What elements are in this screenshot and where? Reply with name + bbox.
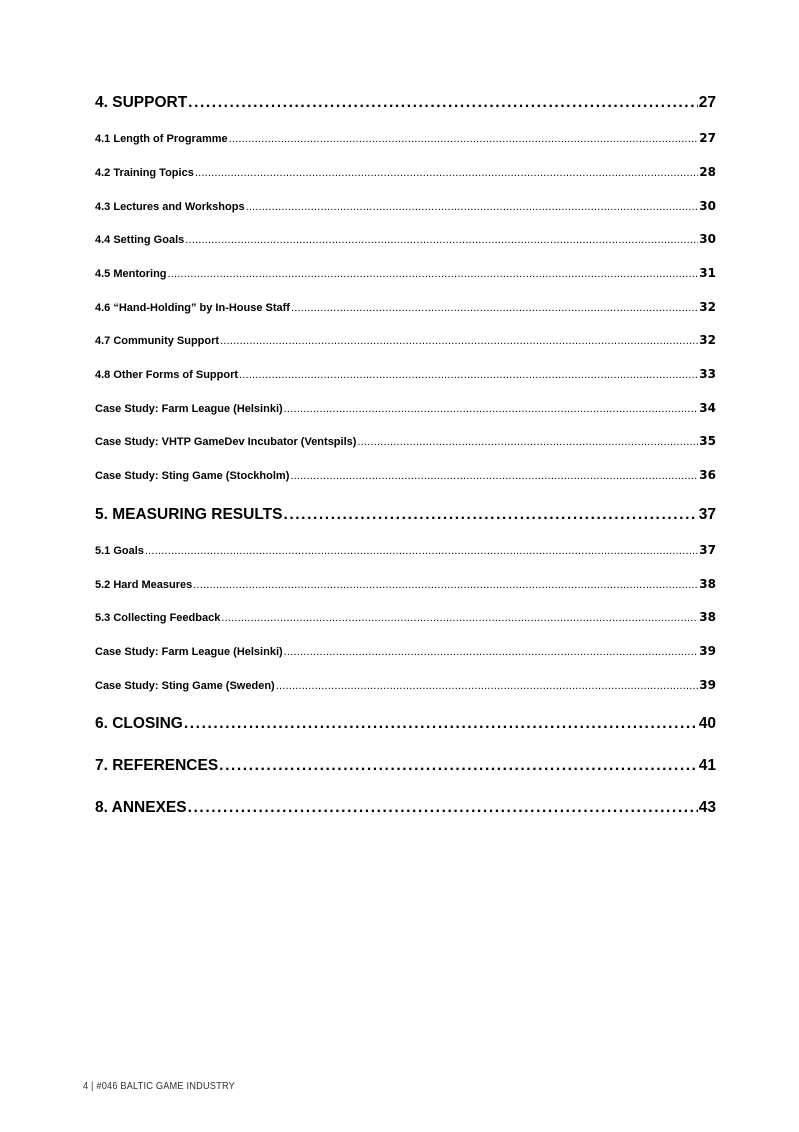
dot-leader bbox=[220, 335, 698, 347]
toc-section-entry[interactable] bbox=[95, 300, 716, 314]
dot-leader bbox=[357, 436, 698, 448]
toc-entry-label: 4.6 “Hand-Holding” by In-House Staff bbox=[95, 302, 290, 314]
toc-entry-page-number: 39 bbox=[699, 644, 716, 658]
toc-chapter-entry[interactable] bbox=[95, 799, 716, 817]
toc-section-entry[interactable] bbox=[95, 266, 716, 280]
dot-leader bbox=[276, 680, 699, 692]
toc-section-entry[interactable] bbox=[95, 678, 716, 692]
toc-entry-page-number: 38 bbox=[699, 577, 716, 591]
toc-entry-page-number: 34 bbox=[699, 401, 716, 415]
toc-entry-page-number: 30 bbox=[699, 199, 716, 213]
dot-leader bbox=[246, 201, 699, 213]
dot-leader bbox=[290, 470, 698, 482]
toc-chapter-entry[interactable] bbox=[95, 506, 716, 524]
toc-entry-label: 5.1 Goals bbox=[95, 545, 144, 557]
toc-entry-page-number: 28 bbox=[699, 165, 716, 179]
dot-leader bbox=[239, 369, 698, 381]
toc-entry-page-number: 37 bbox=[699, 543, 716, 557]
toc-entry-label: 5.2 Hard Measures bbox=[95, 579, 193, 591]
toc-entry-page-number: 30 bbox=[699, 232, 716, 246]
toc-entry-label: 4.2 Training Topics bbox=[95, 167, 194, 179]
toc-section-entry[interactable] bbox=[95, 434, 716, 448]
toc-chapter-entry[interactable] bbox=[95, 715, 716, 733]
toc-entry-page-number: 39 bbox=[699, 678, 716, 692]
dot-leader bbox=[284, 403, 699, 415]
toc-entry-label: Case Study: Farm League (Helsinki) bbox=[95, 403, 283, 415]
toc-entry-page-number: 36 bbox=[699, 468, 716, 482]
toc-entry-page-number: 27 bbox=[699, 131, 716, 145]
toc-entry-label: 6. CLOSING bbox=[95, 715, 183, 732]
dot-leader bbox=[185, 234, 698, 246]
toc-entry-label: Case Study: Farm League (Helsinki) bbox=[95, 646, 283, 658]
dot-leader bbox=[221, 612, 698, 624]
toc-chapter-entry[interactable] bbox=[95, 94, 716, 112]
toc-entry-page-number: 27 bbox=[698, 94, 716, 111]
toc-entry-page-number: 31 bbox=[699, 266, 716, 280]
toc-entry-page-number: 40 bbox=[698, 715, 716, 732]
dot-leader bbox=[193, 579, 698, 591]
toc-chapter-entry[interactable] bbox=[95, 757, 716, 775]
dot-leader bbox=[188, 94, 698, 112]
dot-leader bbox=[291, 302, 698, 314]
toc-entry-page-number: 32 bbox=[699, 300, 716, 314]
dot-leader bbox=[184, 715, 698, 733]
toc-entry-label: Case Study: VHTP GameDev Incubator (Ventspils) bbox=[95, 436, 357, 448]
dot-leader bbox=[188, 799, 698, 817]
toc-entry-label: 7. REFERENCES bbox=[95, 757, 219, 774]
toc-entry-page-number: 33 bbox=[699, 367, 716, 381]
toc-section-entry[interactable] bbox=[95, 468, 716, 482]
dot-leader bbox=[219, 757, 698, 775]
toc-entry-page-number: 37 bbox=[698, 506, 716, 523]
toc-entry-page-number: 43 bbox=[698, 799, 716, 816]
toc-entry-page-number: 32 bbox=[699, 333, 716, 347]
dot-leader bbox=[283, 506, 697, 524]
toc-entry-label: 8. ANNEXES bbox=[95, 799, 187, 816]
dot-leader bbox=[145, 545, 698, 557]
toc-entry-label: 4. SUPPORT bbox=[95, 94, 188, 111]
toc-entry-page-number: 38 bbox=[699, 610, 716, 624]
toc-entry-label: 4.5 Mentoring bbox=[95, 268, 167, 280]
toc-section-entry[interactable] bbox=[95, 232, 716, 246]
toc-entry-label: 4.1 Length of Programme bbox=[95, 133, 228, 145]
toc-section-entry[interactable] bbox=[95, 644, 716, 658]
toc-section-entry[interactable] bbox=[95, 577, 716, 591]
toc-entry-label: 5. MEASURING RESULTS bbox=[95, 506, 283, 523]
toc-entry-label: Case Study: Sting Game (Stockholm) bbox=[95, 470, 290, 482]
dot-leader bbox=[195, 167, 698, 179]
toc-entry-label: 5.3 Collecting Feedback bbox=[95, 612, 221, 624]
toc-entry-label: Case Study: Sting Game (Sweden) bbox=[95, 680, 275, 692]
toc-entry-label: 4.3 Lectures and Workshops bbox=[95, 201, 245, 213]
dot-leader bbox=[168, 268, 699, 280]
toc-entry-label: 4.7 Community Support bbox=[95, 335, 220, 347]
toc-entry-label: 4.4 Setting Goals bbox=[95, 234, 185, 246]
toc-section-entry[interactable] bbox=[95, 401, 716, 415]
page-footer: 4 | #046 BALTIC GAME INDUSTRY bbox=[83, 1080, 235, 1092]
toc-section-entry[interactable] bbox=[95, 367, 716, 381]
toc-entry-page-number: 35 bbox=[699, 434, 716, 448]
toc-entry-label: 4.8 Other Forms of Support bbox=[95, 369, 239, 381]
toc-section-entry[interactable] bbox=[95, 333, 716, 347]
dot-leader bbox=[229, 133, 699, 145]
toc-entry-page-number: 41 bbox=[698, 757, 716, 774]
toc-section-entry[interactable] bbox=[95, 199, 716, 213]
toc-section-entry[interactable] bbox=[95, 165, 716, 179]
toc-section-entry[interactable] bbox=[95, 610, 716, 624]
toc-section-entry[interactable] bbox=[95, 131, 716, 145]
dot-leader bbox=[284, 646, 699, 658]
toc-section-entry[interactable] bbox=[95, 543, 716, 557]
